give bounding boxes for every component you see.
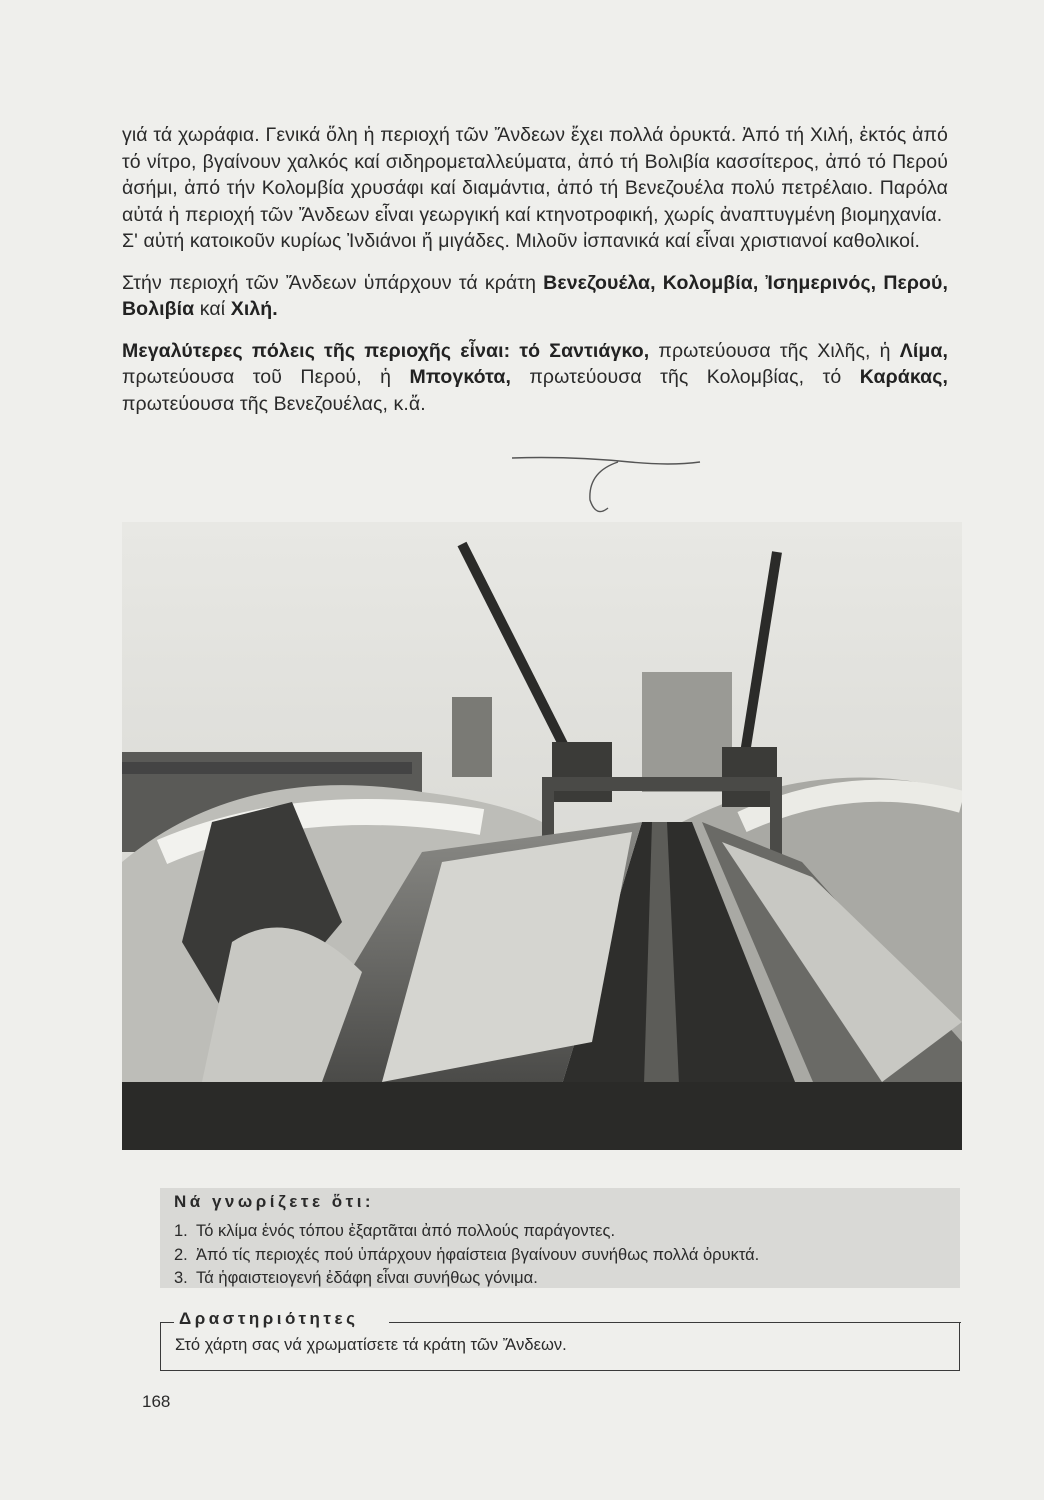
paragraph-states: Στήν περιοχή τῶν Ἄνδεων ὑπάρχουν τά κράτη Βενεζουέλα, Κολομβία, Ἰσημερινός, Περού, Βολιβία καί Χιλή. [122, 271, 949, 320]
city-bogota: Μπογκότα, [409, 366, 511, 388]
cities-lead: Μεγαλύτερες πόλεις τῆς περιοχῆς εἶναι: τό Σαντιάγκο, [122, 339, 650, 362]
page-number: 168 [142, 1392, 171, 1411]
body-text [122, 122, 948, 417]
harbor-photo [122, 522, 962, 1150]
know-item: 2. Ἀπό τίς περιοχές πού ὑπάρχουν ἡφαίστεια βγαίνουν συνήθως πολλά ὀρυκτά. [174, 1245, 760, 1264]
paragraph-minerals: γιά τά χωράφια. Γενικά ὅλη ἡ περιοχή τῶν Ἄνδεων ἔχει πολλά ὀρυκτά. Ἀπό τή Χιλή, ἐκτός ἀπό τό νίτρο, βγαίνουν χαλκός καί σιδηρομεταλλεύματα, ἀπό τή Βολιβία κασσίτερος, ἀπό τό Περού ἀσήμι, ἀπό τήν Κολομβία χρυσάφι καί διαμάντια, ἀπό τή Βενεζουέλα πολύ πετρέλαιο. Παρόλα αὐτά ἡ περιοχή τῶν Ἄνδεων εἶναι γεωργική καί κτηνοτροφική, χωρίς ἀναπτυγμένη βιομηχανία. [122, 124, 948, 226]
activity-rule [160, 1322, 174, 1323]
states-list: Βενεζουέλα, Κολομβία, Ἰσημερινός, Περού, Βολιβία [122, 271, 949, 320]
city-lima: Λίμα, [899, 339, 948, 362]
know-item: 3. Τά ἡφαιστειογενή ἐδάφη εἶναι συνήθως γόνιμα. [174, 1269, 538, 1287]
pen-mark [510, 452, 710, 522]
paragraph-population: Σ' αὐτή κατοικοῦν κυρίως Ἰνδιάνοι ἤ μιγάδες. Μιλοῦν ἰσπανικά καί εἶναι χριστιανοί καθολικοί. [122, 230, 921, 252]
activity-box [160, 1309, 960, 1371]
activity-text: Στό χάρτη σας νά χρωματίσετε τά κράτη τῶν Ἄνδεων. [175, 1336, 567, 1354]
paragraph-cities: Μεγαλύτερες πόλεις τῆς περιοχῆς εἶναι: τό Σαντιάγκο, πρωτεύουσα τῆς Χιλῆς, ἡ Λίμα, πρωτεύουσα τοῦ Περού, ἡ Μπογκότα, πρωτεύουσα τῆς Κολομβίας, τό Καράκας, πρωτεύουσα τῆς Βενεζουέλας, κ.ἄ. [122, 339, 948, 415]
state-chile: Χιλή. [230, 298, 278, 320]
know-title: Νά γνωρίζετε ὅτι: [174, 1192, 375, 1211]
know-list [174, 1220, 759, 1291]
know-item: 1. Τό κλίμα ἑνός τόπου ἐξαρτᾶται ἀπό πολλούς παράγοντες. [174, 1222, 616, 1240]
activity-title: Δραστηριότητες [179, 1309, 364, 1329]
city-caracas: Καράκας, [859, 366, 948, 388]
know-box [160, 1188, 960, 1288]
activity-rule [389, 1322, 961, 1323]
